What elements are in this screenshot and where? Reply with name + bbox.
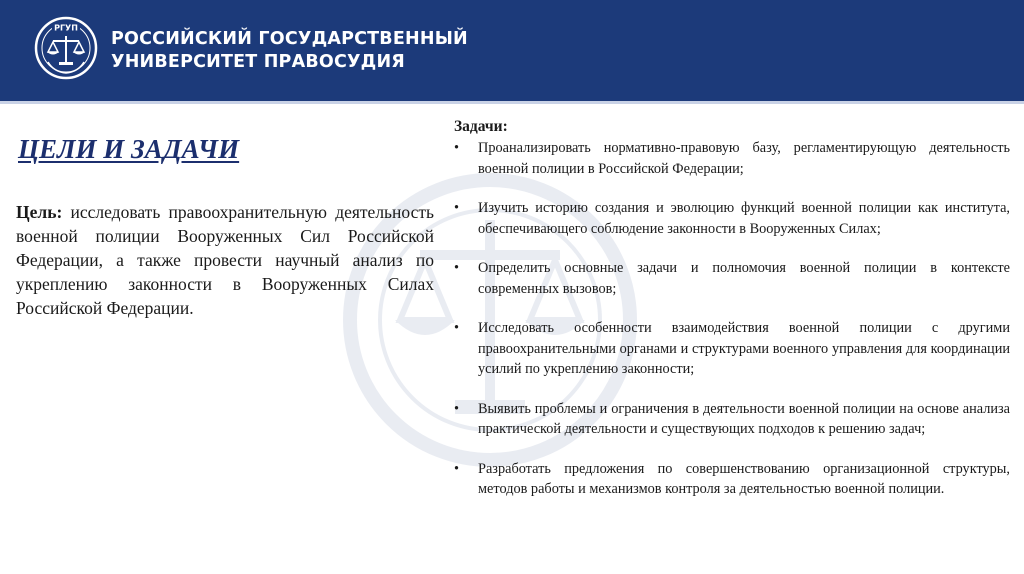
bullet-icon: • [454, 140, 460, 156]
university-name-line2: УНИВЕРСИТЕТ ПРАВОСУДИЯ [111, 52, 405, 72]
university-logo-icon [34, 16, 98, 80]
list-item [454, 138, 1010, 179]
logo-text: РГУП [54, 23, 78, 33]
task-text: Определить основные задачи и полномочия военной полиции в контексте современных вызовов; [478, 260, 1010, 297]
bullet-icon: • [454, 320, 460, 336]
goal-label: Цель: [16, 202, 63, 222]
goal-paragraph [16, 200, 434, 320]
task-text: Выявить проблемы и ограничения в деятельности военной полиции на основе анализа практической деятельности и существующих подходов к решению задач; [478, 400, 1010, 437]
page-title: ЦЕЛИ И ЗАДАЧИ [18, 134, 240, 164]
tasks-section [454, 117, 1010, 500]
task-text: Изучить историю создания и эволюцию функций военной полиции как института, обеспечивающего соблюдение законности в Вооруженных Силах; [478, 200, 1010, 237]
bullet-icon: • [454, 200, 460, 216]
list-item [454, 258, 1010, 299]
list-item [454, 459, 1010, 500]
list-item [454, 318, 1010, 380]
task-text: Разработать предложения по совершенствованию организационной структуры, методов работы и механизмов контроля за деятельностью военной полиции. [478, 460, 1010, 497]
bullet-icon: • [454, 460, 460, 477]
bullet-icon: • [454, 260, 460, 276]
task-text: Исследовать особенности взаимодействия военной полиции с другими правоохранительными органами и структурами военного управления для координации усилий по укреплению законности; [478, 320, 1010, 377]
university-name [111, 28, 468, 74]
university-name-line1: РОССИЙСКИЙ ГОСУДАРСТВЕННЫЙ [111, 29, 468, 49]
task-text: Проанализировать нормативно-правовую базу, регламентирующую деятельность военной полиции в Российской Федерации; [478, 140, 1010, 177]
list-item [454, 399, 1010, 440]
bullet-icon: • [454, 400, 460, 417]
header-bar [0, 0, 1024, 104]
tasks-heading: Задачи: [454, 118, 508, 135]
list-item [454, 198, 1010, 239]
goal-text: исследовать правоохранительную деятельность военной полиции Вооруженных Сил Российской Федерации, а также провести научный анализ по укреплению законности в Вооруженных Силах Российской Федерации. [16, 202, 434, 318]
